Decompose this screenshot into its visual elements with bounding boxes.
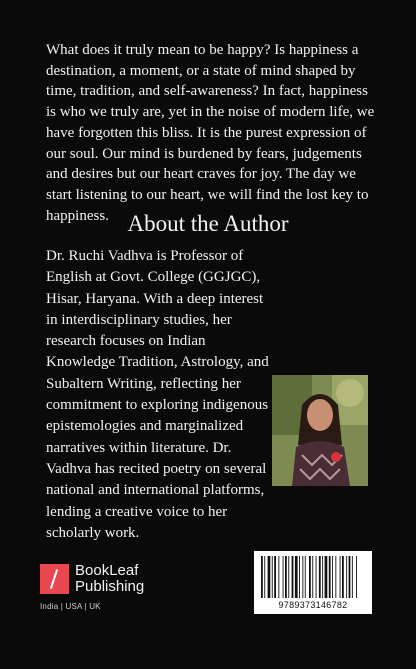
isbn-number: 9789373146782 [278, 600, 348, 610]
publisher-name-line1: BookLeaf [75, 562, 139, 579]
isbn-barcode [254, 551, 372, 614]
book-blurb: What does it truly mean to be happy? Is happiness a destination, a moment, or a state of mind shaped by time, tradition, and self-awareness? In fact, happiness is who we truly are, yet in the noise of modern life, we have forgotten this bliss. It is the purest expression of our soul. Our mind is burdened by fears, judgements and desires but our heart craves for joy. The day we start listening to our heart, we will find the lost key to happiness. [46, 42, 375, 224]
publisher-name-line2: Publishing [75, 578, 145, 595]
author-bio: Dr. Ruchi Vadhva is Professor of English at Govt. College (GGJGC), Hisar, Haryana. With a deep interest in interdisciplinary studies, her research focuses on Indian Knowledge Tradition, Astrology, and Subaltern Writing, reflecting her commitment to exploring indigenous epistemologies and marginalized narratives within literature. Dr. Vadhva has recited poetry on several national and international platforms, lending a creative voice to her scholarly work. [46, 248, 269, 541]
bookleaf-logo-icon [40, 564, 69, 594]
publisher-regions: India | USA | UK [40, 602, 101, 611]
author-photo [272, 375, 368, 486]
publisher-logo [40, 562, 200, 614]
barcode-icon [259, 556, 367, 598]
about-author-heading: About the Author [127, 211, 289, 236]
